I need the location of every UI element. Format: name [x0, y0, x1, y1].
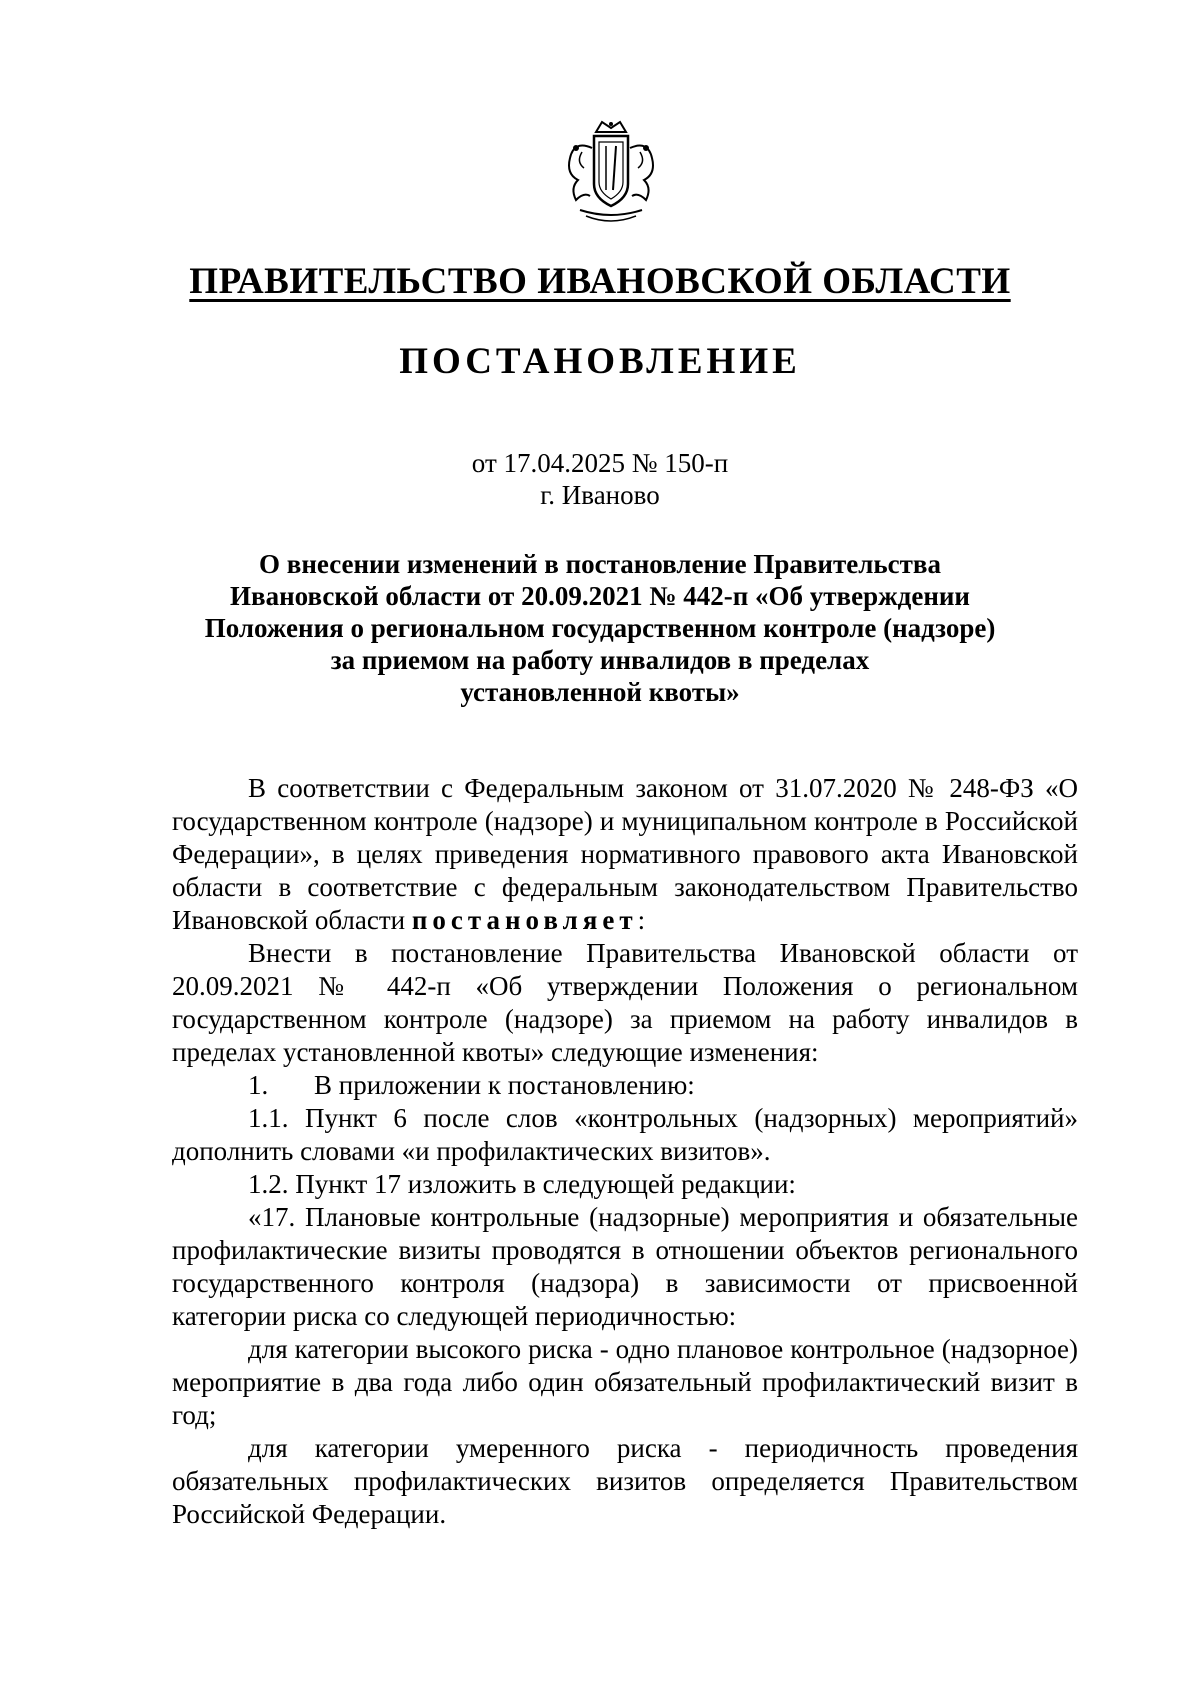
subject-line: за приемом на работу инвалидов в пределах [330, 645, 870, 675]
government-title: ПРАВИТЕЛЬСТВО ИВАНОВСКОЙ ОБЛАСТИ [189, 261, 1011, 302]
document-type: ПОСТАНОВЛЕНИЕ [399, 341, 801, 382]
paragraph-moderate-risk: для категории умеренного риска - периодичность проведения обязательных профилактических визитов определяется Правительством Российской Федерации. [172, 1433, 1078, 1529]
paragraph-amend: Внести в постановление Правительства Ивановской области от 20.09.2021 № 442-п «Об утверждении Положения о региональном государственном контроле (надзоре) за приемом на работу инвалидов в пределах установленной квоты» следующие изменения: [172, 938, 1078, 1067]
item-number: 1. [248, 1070, 269, 1100]
item-text: В приложении к постановлению: [314, 1070, 695, 1100]
paragraph-high-risk: для категории высокого риска - одно плановое контрольное (надзорное) мероприятие в два года либо один обязательный профилактический визит в год; [172, 1334, 1078, 1430]
resolves-word: постановляет [411, 905, 638, 935]
date-number: от 17.04.2025 № 150-п [471, 448, 729, 478]
coat-of-arms-icon [556, 118, 666, 228]
paragraph-item-1-2: 1.2. Пункт 17 изложить в следующей редакции: [248, 1169, 796, 1199]
document-meta [0, 447, 1200, 511]
paragraph-clause-17: «17. Плановые контрольные (надзорные) мероприятия и обязательные профилактические визиты проводятся в отношении объектов регионального государственного контроля (надзора) в зависимости от присвоенной категории риска со следующей периодичностью: [172, 1202, 1078, 1331]
paragraph-item-1 [172, 1069, 1078, 1102]
subject-line: установленной квоты» [460, 677, 740, 707]
preamble-colon: : [637, 905, 646, 935]
document-body [172, 772, 1078, 1531]
subject-line: О внесении изменений в постановление Правительства [259, 549, 941, 579]
preamble-text: В соответствии с Федеральным законом от 31.07.2020 № 248-ФЗ «О государственном контроле (надзоре) и муниципальном контроле в Российской Федерации», в целях приведения нормативного правового акта Ивановской области в соответствие с федеральным законодательством Правительство Ивановской области [172, 773, 1078, 935]
subject-line: Ивановской области от 20.09.2021 № 442-п «Об утверждении [230, 581, 970, 611]
city: г. Иваново [540, 480, 660, 510]
paragraph-preamble [172, 772, 1078, 937]
document-subject [200, 548, 1000, 708]
subject-line: Положения о региональном государственном контроле (надзоре) [204, 613, 996, 643]
paragraph-item-1-1: 1.1. Пункт 6 после слов «контрольных (надзорных) мероприятий» дополнить словами «и профилактических визитов». [172, 1103, 1078, 1166]
